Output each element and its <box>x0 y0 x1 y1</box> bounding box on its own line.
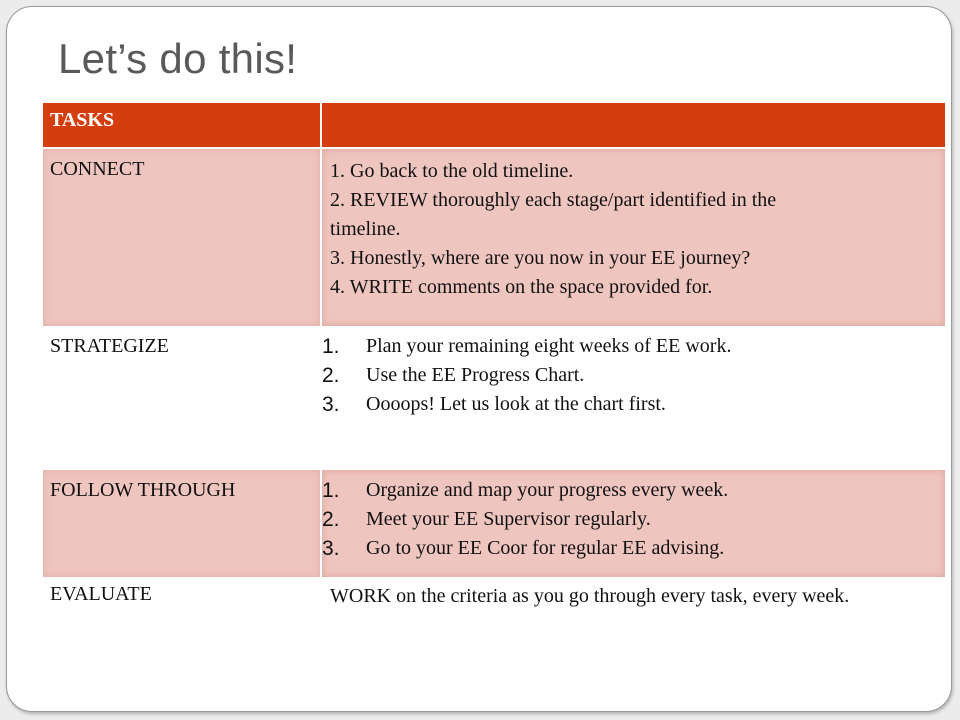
list-item <box>322 361 945 390</box>
list-number: 3. <box>322 537 340 560</box>
list-item <box>322 505 945 534</box>
list-item <box>322 476 945 505</box>
header-empty-cell <box>322 103 945 147</box>
list-item <box>322 390 945 419</box>
strategize-steps <box>322 326 945 468</box>
slide-title: Let’s do this! <box>58 35 298 82</box>
table-row-follow-through <box>43 470 945 577</box>
numbered-list <box>322 326 945 419</box>
list-number: 2. <box>322 364 340 387</box>
connect-steps <box>322 149 945 326</box>
list-text: Plan your remaining eight weeks of EE work. <box>366 335 732 357</box>
table-row-connect <box>43 149 945 326</box>
table-row-evaluate <box>43 577 945 657</box>
list-number: 1. <box>322 335 340 358</box>
list-item <box>322 534 945 563</box>
connect-line: 2. REVIEW thoroughly each stage/part identified in the <box>330 189 777 211</box>
list-number: 3. <box>322 393 340 416</box>
list-text: Oooops! Let us look at the chart first. <box>366 393 666 415</box>
list-text: Organize and map your progress every week. <box>366 479 729 501</box>
connect-line: timeline. <box>330 218 401 240</box>
list-item <box>322 332 945 361</box>
list-text: Go to your EE Coor for regular EE advising. <box>366 537 725 559</box>
row-label: EVALUATE <box>43 577 320 657</box>
evaluate-text: WORK on the criteria as you go through every task, every week. <box>322 577 945 657</box>
row-label: FOLLOW THROUGH <box>43 470 320 577</box>
connect-line: 4. WRITE comments on the space provided for. <box>330 276 713 298</box>
connect-line: 3. Honestly, where are you now in your EE journey? <box>330 247 751 269</box>
table-row-strategize <box>43 326 945 468</box>
follow-through-steps <box>322 470 945 577</box>
list-number: 2. <box>322 508 340 531</box>
connect-line: 1. Go back to the old timeline. <box>330 160 574 182</box>
row-label: STRATEGIZE <box>43 326 320 468</box>
header-tasks-cell: TASKS <box>43 103 320 147</box>
slide <box>6 6 952 712</box>
list-text: Meet your EE Supervisor regularly. <box>366 508 651 530</box>
list-number: 1. <box>322 479 340 502</box>
numbered-list <box>322 470 945 563</box>
row-label: CONNECT <box>43 149 320 326</box>
list-text: Use the EE Progress Chart. <box>366 364 585 386</box>
table-header-row <box>43 103 945 147</box>
